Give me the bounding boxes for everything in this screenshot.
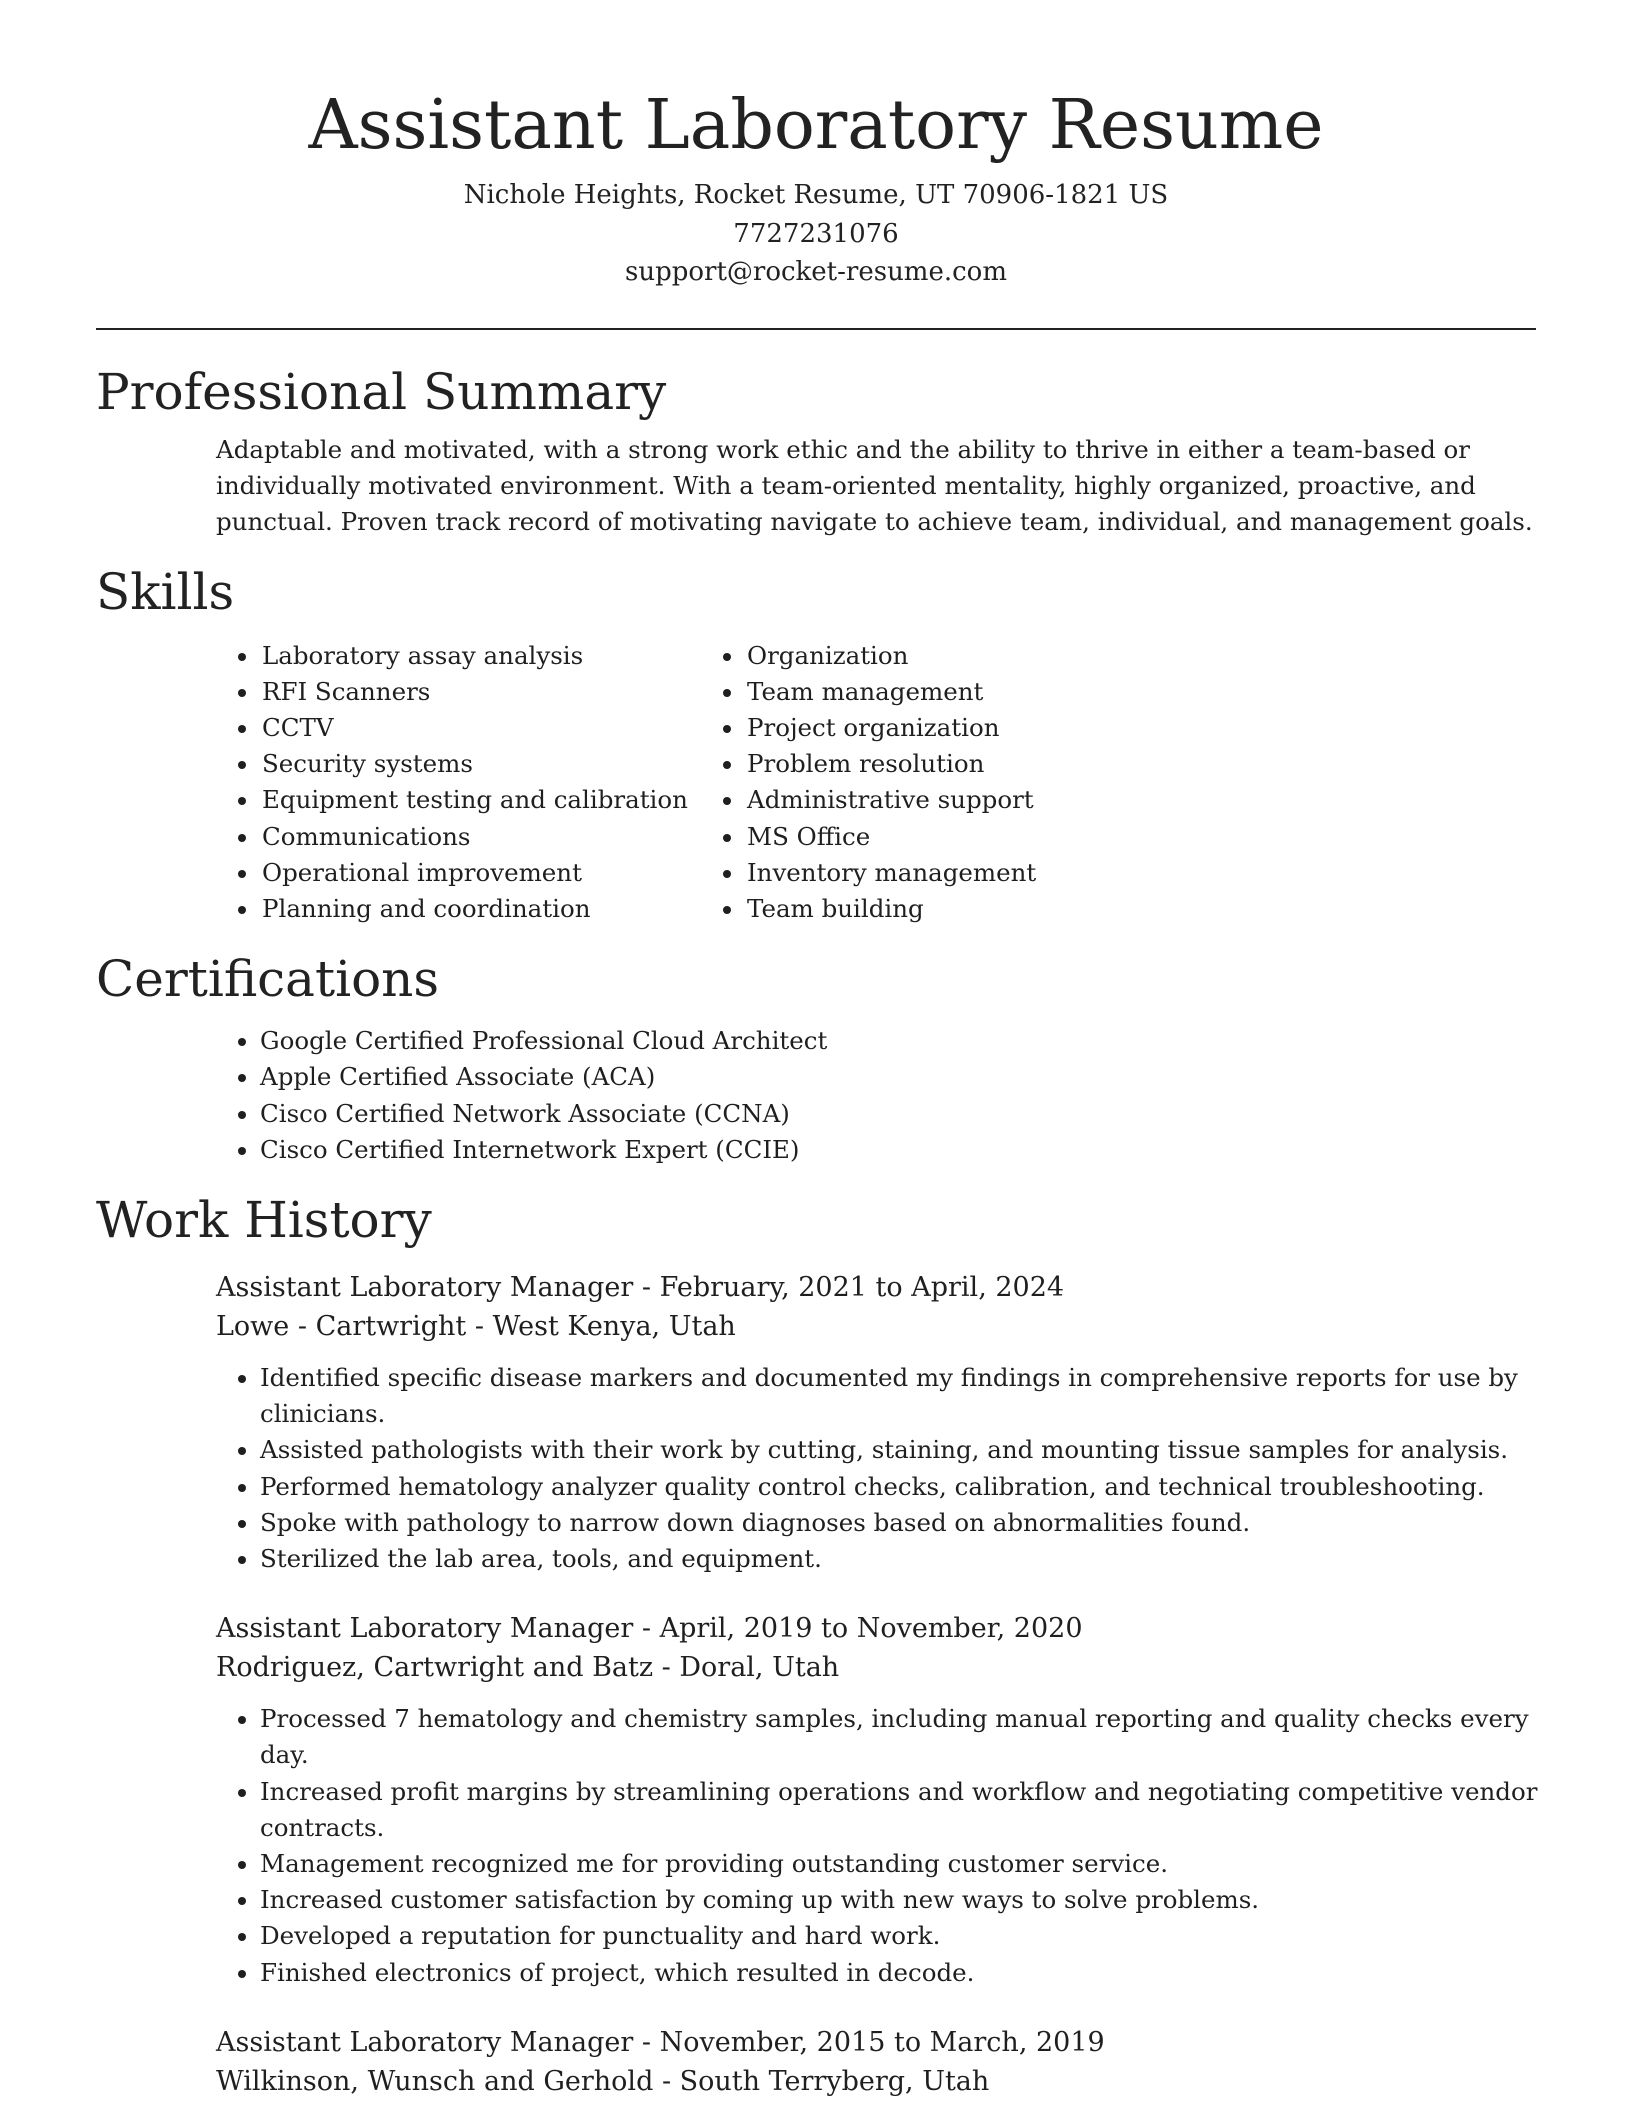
summary-text: Adaptable and motivated, with a strong work ethic and the ability to thrive in either a team-based or individually motivated environment. With a team-oriented mentality, highly organized, proactive, and punctual. Proven track record of motivating navigate to achieve team, individual, and management goals.	[216, 434, 1533, 536]
skill-item: • Inventory management	[745, 855, 1245, 891]
skill-item: • Problem resolution	[745, 746, 1245, 782]
contact-phone: 7727231076	[733, 218, 899, 249]
certification-item: • Apple Certified Associate (ACA)	[260, 1059, 1536, 1095]
job-dates: February, 2021 to April, 2024	[659, 1271, 1065, 1303]
job-duty: • Assisted pathologists with their work by cutting, staining, and mounting tissue samples for analysis.	[260, 1432, 1550, 1468]
job-location: South Terryberg, Utah	[679, 2065, 990, 2097]
job-title-line: Assistant Laboratory Manager - April, 2019 to November, 2020	[216, 1613, 1083, 1645]
contact-address: Nichole Heights, Rocket Resume, UT 70906-1821 US	[463, 180, 1169, 210]
skill-item: • Project organization	[745, 710, 1245, 746]
skill-item: • Administrative support	[745, 782, 1245, 818]
skill-item: • Laboratory assay analysis	[260, 638, 745, 674]
job-title-line: Assistant Laboratory Manager - February, 2021 to April, 2024	[216, 1271, 1065, 1303]
job-duties-list	[216, 1360, 1550, 1577]
skill-item: • Equipment testing and calibration	[260, 782, 745, 818]
job-dates: November, 2015 to March, 2019	[659, 2026, 1105, 2058]
certifications-list	[96, 1023, 1536, 1168]
job-duty: • Management recognized me for providing outstanding customer service.	[260, 1846, 1550, 1882]
work-history-heading: Work History	[96, 1190, 432, 1249]
job-company: Lowe - Cartwright	[216, 1310, 467, 1342]
job-title: Assistant Laboratory Manager	[216, 2026, 634, 2058]
job-dates: April, 2019 to November, 2020	[659, 1613, 1083, 1645]
skill-item: • CCTV	[260, 710, 745, 746]
job-duties-list	[216, 1701, 1550, 1991]
skills-list-right	[745, 638, 1245, 928]
job-entry	[216, 2023, 1536, 2101]
job-duty: • Sterilized the lab area, tools, and equipment.	[260, 1541, 1550, 1577]
certification-item: • Cisco Certified Internetwork Expert (CCIE)	[260, 1132, 1536, 1168]
skill-item: • Security systems	[260, 746, 745, 782]
job-entry	[216, 1609, 1536, 1991]
job-duty: • Increased profit margins by streamlining operations and workflow and negotiating competitive vendor contracts.	[260, 1774, 1550, 1846]
certification-item: • Google Certified Professional Cloud Architect	[260, 1023, 1536, 1059]
skill-item: • RFI Scanners	[260, 674, 745, 710]
skill-item: • Organization	[745, 638, 1245, 674]
skill-item: • Team building	[745, 891, 1245, 927]
job-company: Rodriguez, Cartwright and Batz	[216, 1652, 654, 1684]
job-duty: • Increased customer satisfaction by coming up with new ways to solve problems.	[260, 1882, 1550, 1918]
skill-item: • Team management	[745, 674, 1245, 710]
skill-item: • Communications	[260, 819, 745, 855]
skills-grid	[96, 638, 1536, 928]
job-company: Wilkinson, Wunsch and Gerhold	[216, 2065, 654, 2097]
job-location: West Kenya, Utah	[492, 1310, 736, 1342]
job-duty: • Developed a reputation for punctuality and hard work.	[260, 1918, 1550, 1954]
skill-item: • Operational improvement	[260, 855, 745, 891]
job-duty: • Processed 7 hematology and chemistry samples, including manual reporting and quality checks every day.	[260, 1701, 1550, 1773]
resume-title: Assistant Laboratory Resume	[308, 86, 1324, 165]
contact-email: support@rocket-resume.com	[624, 257, 1007, 287]
summary-heading: Professional Summary	[96, 362, 667, 421]
certification-item: • Cisco Certified Network Associate (CCNA)	[260, 1096, 1536, 1132]
job-entry	[216, 1268, 1536, 1577]
job-company-line: Wilkinson, Wunsch and Gerhold - South Terryberg, Utah	[216, 2065, 990, 2097]
job-duty: • Performed hematology analyzer quality control checks, calibration, and technical troubleshooting.	[260, 1469, 1550, 1505]
skills-list-left	[96, 638, 745, 928]
job-duty: • Identified specific disease markers and documented my findings in comprehensive reports for use by clinicians.	[260, 1360, 1550, 1432]
job-title-line: Assistant Laboratory Manager - November, 2015 to March, 2019	[216, 2026, 1105, 2058]
job-company-line: Rodriguez, Cartwright and Batz - Doral, Utah	[216, 1652, 840, 1684]
job-title: Assistant Laboratory Manager	[216, 1613, 634, 1645]
certifications-heading: Certifications	[96, 950, 440, 1009]
skills-heading: Skills	[96, 562, 235, 621]
skill-item: • Planning and coordination	[260, 891, 745, 927]
job-title: Assistant Laboratory Manager	[216, 1271, 634, 1303]
header-divider	[96, 328, 1536, 330]
contact-block	[96, 176, 1536, 292]
job-location: Doral, Utah	[679, 1652, 840, 1684]
job-duty: • Finished electronics of project, which resulted in decode.	[260, 1955, 1550, 1991]
job-company-line: Lowe - Cartwright - West Kenya, Utah	[216, 1310, 736, 1342]
skill-item: • MS Office	[745, 819, 1245, 855]
resume-page	[96, 0, 1536, 2101]
job-duty: • Spoke with pathology to narrow down diagnoses based on abnormalities found.	[260, 1505, 1550, 1541]
